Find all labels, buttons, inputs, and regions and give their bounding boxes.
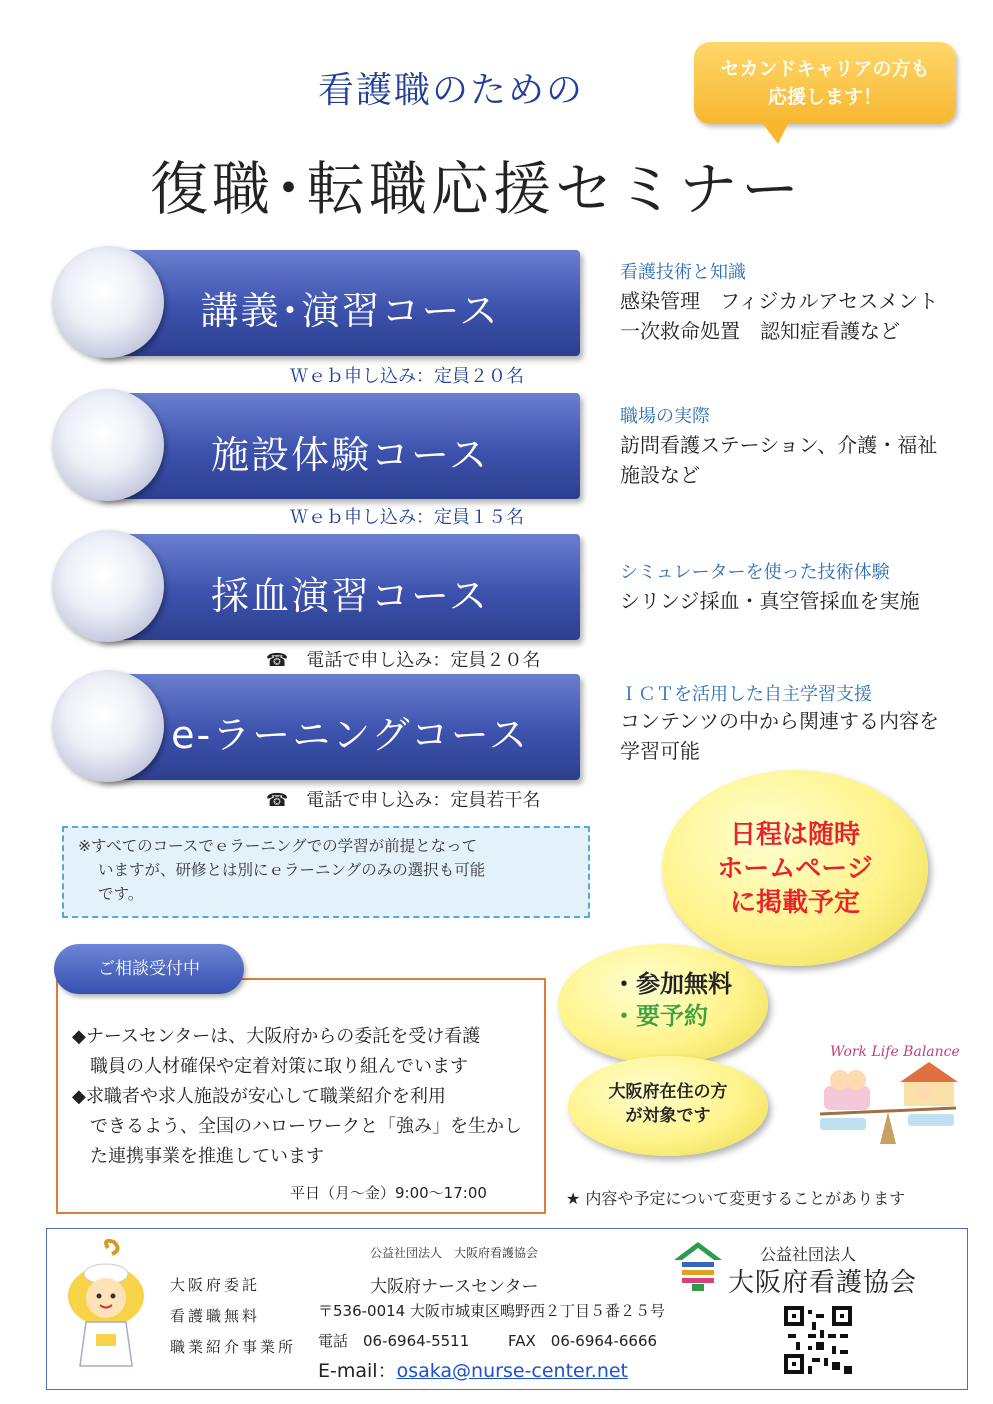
second-career-bubble bbox=[694, 42, 956, 124]
note-box-text bbox=[78, 834, 578, 906]
desc-line: コンテンツの中から関連する内容を bbox=[620, 709, 939, 733]
desc-line: 訪問看護ステーション、介護・福祉 bbox=[620, 433, 938, 457]
bubble-line-2: 応援します！ bbox=[767, 86, 882, 108]
svg-text:Work Life Balance: Work Life Balance bbox=[830, 1044, 960, 1060]
course-label-facility: 施設体験コース bbox=[210, 433, 490, 477]
desc-line: 一次救命処置 認知症看護など bbox=[620, 319, 900, 343]
subtitle: 看護職のための bbox=[318, 70, 585, 111]
consult-hours: 平日（月～金）9:00～17:00 bbox=[290, 1184, 487, 1202]
desc-line: シリンジ採血・真空管採血を実施 bbox=[620, 589, 920, 613]
course-desc-elearning bbox=[620, 706, 939, 766]
course-desc-head-blood: シミュレーターを使った技術体験 bbox=[620, 562, 890, 583]
footer-address: 〒536-0014 大阪市城東区鴫野西２丁目５番２５号 bbox=[318, 1302, 665, 1320]
footer-left-line: 職業紹介事業所 bbox=[170, 1338, 297, 1356]
consult-line: できるよう、全国のハローワークと「強み」を生かし bbox=[90, 1116, 522, 1137]
footer-org-small: 公益社団法人 大阪府看護協会 bbox=[370, 1246, 539, 1260]
schedule-line: 日程は随時 bbox=[729, 820, 860, 850]
fee-reservation: ・要予約 bbox=[612, 1002, 708, 1030]
consult-text bbox=[72, 1022, 522, 1172]
disclaimer: ★ 内容や予定について変更することがあります bbox=[566, 1189, 906, 1208]
page-title: 復職･転職応援セミナー bbox=[150, 155, 804, 223]
consult-pill: ご相談受付中 bbox=[54, 944, 244, 994]
footer-left-line: 看護職無料 bbox=[170, 1307, 261, 1325]
consult-line: ◆求職者や求人施設が安心して職業紹介を利用 bbox=[72, 1086, 446, 1107]
resident-text bbox=[568, 1080, 768, 1128]
course-circle-icon bbox=[52, 389, 164, 501]
nursing-association-logo-icon bbox=[672, 1240, 724, 1292]
resident-line: が対象です bbox=[625, 1106, 711, 1126]
work-life-balance-illustration bbox=[800, 1036, 976, 1154]
course-desc-head-lecture: 看護技術と知識 bbox=[620, 262, 746, 283]
qr-code-icon[interactable] bbox=[784, 1306, 852, 1374]
course-note-lecture: Ｗｅｂ申し込み：定員２０名 bbox=[290, 366, 524, 387]
bubble-line-1: セカンドキャリアの方も bbox=[720, 58, 930, 80]
schedule-line: ホームページ bbox=[717, 854, 873, 884]
footer-left-line: 大阪府委託 bbox=[170, 1276, 261, 1294]
desc-line: 学習可能 bbox=[620, 739, 700, 763]
footer-email-label: E-mail： bbox=[318, 1360, 397, 1382]
footer-assoc-small: 公益社団法人 bbox=[760, 1245, 857, 1264]
nurse-mascot-icon bbox=[56, 1238, 156, 1378]
desc-line: 施設など bbox=[620, 463, 700, 487]
consult-line: 職員の人材確保や定着対策に取り組んでいます bbox=[90, 1056, 468, 1077]
footer-tel: 電話 06-6964-5511 bbox=[318, 1332, 470, 1350]
course-desc-facility bbox=[620, 430, 937, 490]
footer-center-name: 大阪府ナースセンター bbox=[370, 1277, 539, 1297]
footer-assoc-name: 大阪府看護協会 bbox=[728, 1268, 918, 1298]
course-note-blood: ☎ 電話で申し込み：定員２０名 bbox=[266, 650, 541, 671]
schedule-line: に掲載予定 bbox=[729, 888, 860, 918]
note-line: です。 bbox=[98, 885, 144, 903]
fee-free: ・参加無料 bbox=[612, 970, 732, 998]
consult-line: ◆ナースセンターは、大阪府からの委託を受け看護 bbox=[72, 1026, 481, 1047]
course-note-elearning: ☎ 電話で申し込み：定員若干名 bbox=[266, 790, 541, 811]
course-desc-head-elearning: ＩＣＴを活用した自主学習支援 bbox=[620, 684, 872, 705]
resident-line: 大阪府在住の方 bbox=[608, 1082, 728, 1102]
course-note-facility: Ｗｅｂ申し込み：定員１５名 bbox=[290, 507, 524, 528]
course-circle-icon bbox=[52, 530, 164, 642]
footer-email-link[interactable]: osaka@nurse-center.net bbox=[396, 1360, 629, 1382]
course-circle-icon bbox=[52, 246, 164, 358]
footer-email-row bbox=[318, 1356, 628, 1383]
note-line: ※すべてのコースでｅラーニングでの学習が前提となって bbox=[78, 837, 478, 855]
course-label-elearning: e-ラーニングコース bbox=[171, 713, 529, 757]
course-desc-blood bbox=[620, 586, 920, 616]
course-label-lecture: 講義･演習コース bbox=[200, 289, 500, 333]
schedule-text bbox=[672, 818, 918, 920]
footer-left-text bbox=[170, 1270, 296, 1363]
course-desc-head-facility: 職場の実際 bbox=[620, 406, 710, 427]
bubble-tail bbox=[760, 120, 790, 144]
course-label-blood: 採血演習コース bbox=[210, 574, 490, 618]
desc-line: 感染管理 フィジカルアセスメント bbox=[620, 289, 939, 313]
footer-fax: FAX 06-6964-6666 bbox=[508, 1332, 658, 1350]
note-line: いますが、研修とは別にｅラーニングのみの選択も可能 bbox=[98, 861, 486, 879]
course-desc-lecture bbox=[620, 286, 938, 346]
consult-line: た連携事業を推進しています bbox=[90, 1146, 324, 1167]
course-circle-icon bbox=[52, 670, 164, 782]
